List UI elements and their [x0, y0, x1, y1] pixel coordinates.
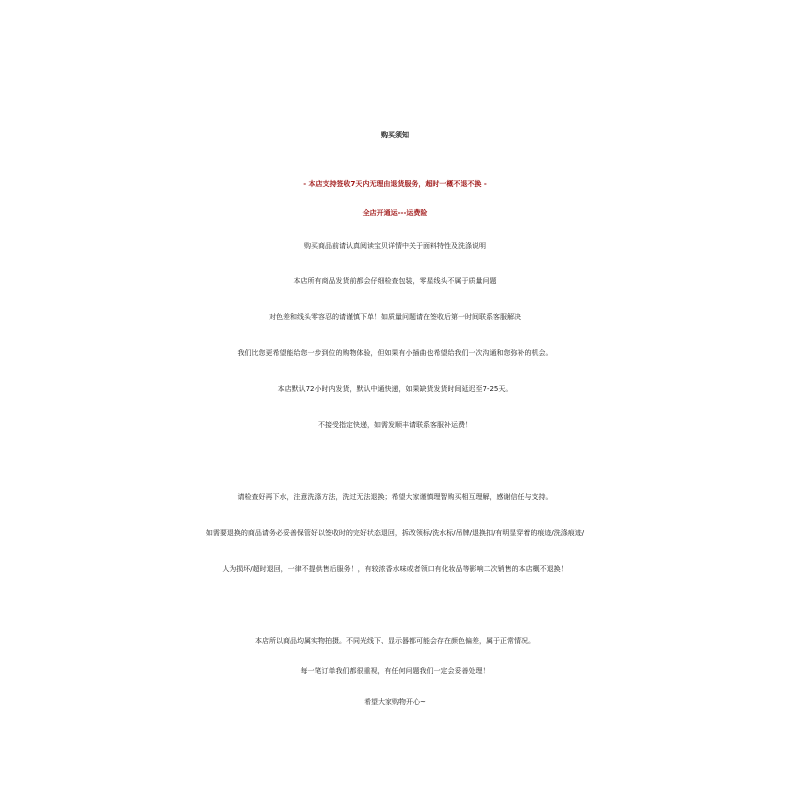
notice-paragraph: 对色差和线头零容忍的请谨慎下单！如质量问题请在签收后第一时间联系客服解决: [269, 313, 521, 321]
notice-paragraph: 本店所有商品发货前都会仔细检查包装，零星线头不属于质量问题: [293, 277, 497, 285]
notice-paragraph: 购买商品前请认真阅读宝贝详情中关于面料特性及洗涤说明: [304, 242, 486, 250]
notice-paragraph: 本店所以商品均属实物拍摄。不同光线下、显示器都可能会存在颜色偏差，属于正常情况。: [255, 637, 535, 645]
shipping-insurance-headline: 全店开通运---运费险: [362, 209, 428, 217]
notice-paragraph: 本店默认72小时内发货，默认中通快递，如果缺货发货时间延迟至7-25天。: [277, 385, 513, 393]
return-policy-headline: - 本店支持签收7天内无理由退货服务，超时一概不退不换 -: [303, 180, 487, 188]
notice-paragraph: 我们比您更希望能给您一步到位的购物体验，但如果有小插曲也希望给我们一次沟通和您弥补的机会。: [237, 349, 553, 357]
notice-paragraph: 如需要退换的商品请务必妥善保管好以签收时的完好状态退回，拆改领标/洗水标/吊牌/退换扣/有明显穿着的痕迹/洗涤痕迹/: [205, 529, 585, 537]
page-title: 购买须知: [381, 131, 409, 139]
notice-paragraph: 请检查好再下水，注意洗涤方法，洗过无法退换；希望大家谨慎理智购买相互理解，感谢信任与支持。: [237, 493, 553, 501]
notice-paragraph: 希望大家购物开心~: [364, 698, 426, 706]
notice-paragraph: 每一笔订单我们都很重视，有任何问题我们一定会妥善处理！: [300, 667, 490, 675]
notice-paragraph: 不接受指定快递，如需发顺丰请联系客服补运费！: [318, 421, 472, 429]
notice-paragraph: 人为损坏/超时退回，一律不提供售后服务！，有较浓香水味或者领口有化妆品等影响二次销售的本店概不退换！: [222, 565, 568, 573]
